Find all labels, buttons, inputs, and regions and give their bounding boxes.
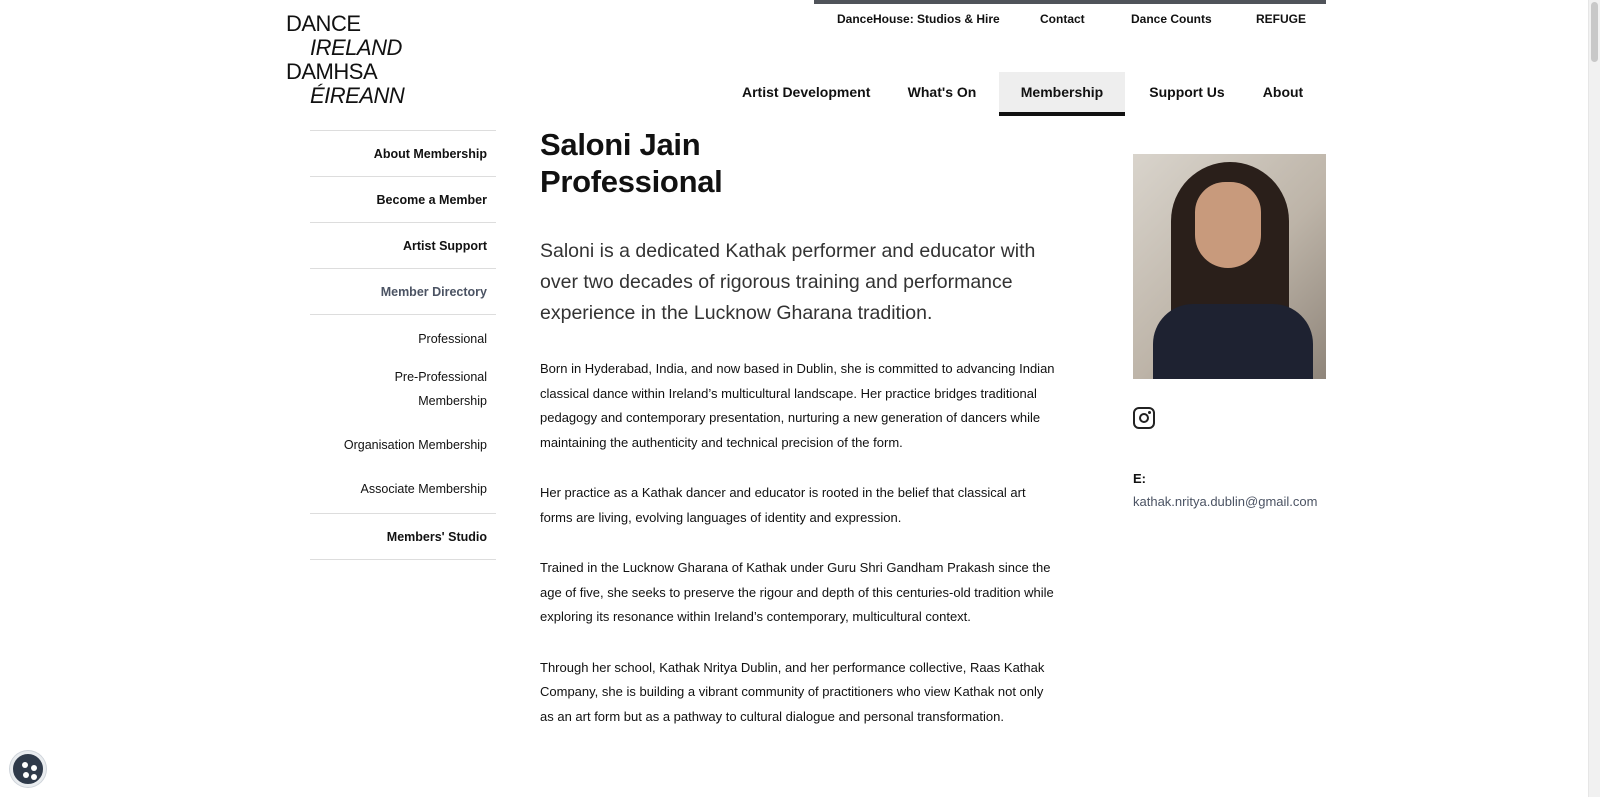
sidebar-subitem-associate[interactable]: Associate Membership bbox=[360, 482, 487, 496]
util-link-dance-counts[interactable]: Dance Counts bbox=[1131, 12, 1212, 26]
logo-line: DANCE bbox=[286, 11, 361, 36]
profile-content bbox=[540, 126, 1060, 729]
profile-name: Saloni Jain bbox=[540, 127, 701, 162]
nav-membership[interactable]: Membership bbox=[999, 72, 1125, 116]
cookie-dot bbox=[23, 772, 29, 778]
email-label: E: bbox=[1133, 471, 1146, 486]
sidebar-subitem-professional[interactable]: Professional bbox=[418, 332, 487, 346]
profile-aside bbox=[1133, 154, 1326, 509]
photo-face bbox=[1195, 182, 1261, 268]
main-nav bbox=[720, 72, 1326, 116]
membership-sidebar bbox=[310, 130, 496, 560]
profile-paragraph: Her practice as a Kathak dancer and educator is rooted in the belief that classical art forms are living, evolving languages of identity and expression. bbox=[540, 485, 1026, 525]
sidebar-item-member-directory[interactable]: Member Directory bbox=[310, 269, 496, 315]
sidebar-subitem-pre-professional[interactable]: Pre-Professional Membership bbox=[394, 370, 487, 408]
nav-whats-on[interactable]: What's On bbox=[907, 84, 977, 100]
utility-nav bbox=[814, 12, 1326, 32]
sidebar-item-artist-support[interactable]: Artist Support bbox=[310, 223, 496, 269]
sidebar-item-become-member[interactable]: Become a Member bbox=[310, 177, 496, 223]
profile-category: Professional bbox=[540, 164, 723, 199]
sidebar-subitem-organisation[interactable]: Organisation Membership bbox=[343, 438, 487, 452]
profile-paragraph: Trained in the Lucknow Gharana of Kathak under Guru Shri Gandham Prakash since the age of five, she seeks to preserve the rigour and depth of this centuries-old tradition while exploring its resonance within Ireland’s contemporary, multicultural context. bbox=[540, 560, 1054, 624]
cookie-settings-icon[interactable] bbox=[10, 751, 46, 787]
profile-lead: Saloni is a dedicated Kathak performer and educator with over two decades of rigorous training and performance experience in the Lucknow Gharana tradition. bbox=[540, 240, 1036, 324]
email-link[interactable]: kathak.nritya.dublin@gmail.com bbox=[1133, 494, 1318, 509]
sidebar-item-about-membership[interactable]: About Membership bbox=[310, 131, 496, 177]
nav-about[interactable]: About bbox=[1262, 84, 1304, 100]
sidebar-item-members-studio[interactable]: Members' Studio bbox=[310, 514, 496, 560]
profile-photo bbox=[1133, 154, 1326, 379]
util-link-refuge[interactable]: REFUGE bbox=[1256, 12, 1307, 26]
profile-paragraph: Through her school, Kathak Nritya Dublin, and her performance collective, Raas Kathak Company, she is building a vibrant community of practitioners who view Kathak not only as an art form but as a pathway to cultural dialogue and personal transformation. bbox=[540, 659, 1045, 724]
cookie-dot bbox=[31, 765, 37, 771]
logo-line: DAMHSA bbox=[286, 59, 378, 84]
instagram-icon[interactable] bbox=[1133, 407, 1155, 429]
page-title bbox=[540, 126, 1060, 200]
scrollbar-thumb[interactable] bbox=[1591, 2, 1598, 62]
sidebar-subnav bbox=[310, 315, 496, 514]
site-logo[interactable] bbox=[286, 12, 404, 108]
photo-body bbox=[1153, 304, 1313, 379]
profile-body bbox=[540, 357, 1060, 729]
page-scrollbar[interactable] bbox=[1588, 0, 1600, 797]
nav-artist-development[interactable]: Artist Development bbox=[742, 84, 871, 100]
utility-bar-accent bbox=[814, 0, 1326, 4]
cookie-dot bbox=[31, 774, 37, 780]
util-link-contact[interactable]: Contact bbox=[1040, 12, 1085, 26]
logo-line: ÉIREANN bbox=[310, 83, 405, 108]
logo-line: IRELAND bbox=[310, 35, 402, 60]
cookie-dot bbox=[22, 762, 28, 768]
profile-paragraph: Born in Hyderabad, India, and now based in Dublin, she is committed to advancing Indian classical dance within Ireland’s multicultural landscape. Her practice bridges traditional pedagogy and contemporary presentation, nurturing a new generation of dancers while maintaining the authenticity and technical precision of the form. bbox=[540, 361, 1055, 450]
nav-support-us[interactable]: Support Us bbox=[1149, 84, 1225, 100]
util-link-dancehouse[interactable]: DanceHouse: Studios & Hire bbox=[837, 12, 1000, 26]
